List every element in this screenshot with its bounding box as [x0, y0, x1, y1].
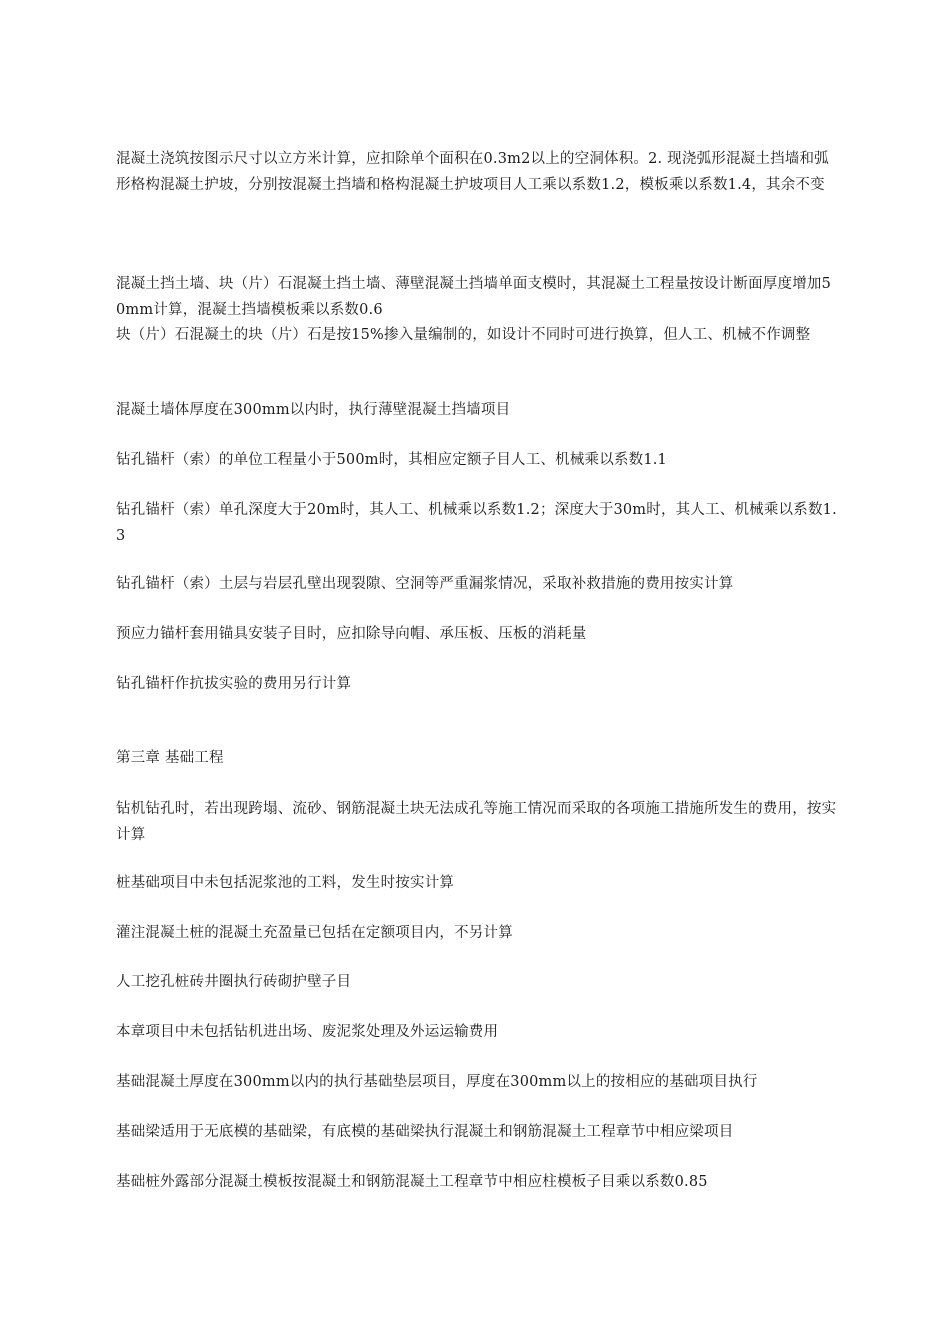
paragraph: 混凝土挡土墙、块（片）石混凝土挡土墙、薄壁混凝土挡墙单面支模时，其混凝土工程量按设计断面厚度增加50mm计算，混凝土挡墙模板乘以系数0.6: [116, 276, 832, 318]
paragraph: 桩基础项目中未包括泥浆池的工料，发生时按实计算: [116, 875, 455, 891]
paragraph: 基础桩外露部分混凝土模板按混凝土和钢筋混凝土工程章节中相应柱模板子目乘以系数0.85: [116, 1174, 708, 1190]
paragraph: 人工挖孔桩砖井圈执行砖砌护壁子目: [116, 974, 352, 990]
paragraph: 混凝土墙体厚度在300mm以内时，执行薄壁混凝土挡墙项目: [116, 402, 511, 418]
paragraph: 灌注混凝土桩的混凝土充盈量已包括在定额项目内，不另计算: [116, 925, 513, 941]
paragraph: 钻孔锚杆（索）土层与岩层孔壁出现裂隙、空洞等严重漏浆情况，采取补救措施的费用按实计算: [116, 576, 734, 592]
paragraph: 块（片）石混凝土的块（片）石是按15%掺入量编制的，如设计不同时可进行换算，但人工、机械不作调整: [116, 327, 811, 343]
paragraph: 本章项目中未包括钻机进出场、废泥浆处理及外运运输费用: [116, 1024, 499, 1040]
paragraph: 基础混凝土厚度在300mm以内的执行基础垫层项目，厚度在300mm以上的按相应的基础项目执行: [116, 1074, 758, 1090]
paragraph: 钻孔锚杆（索）单孔深度大于20m时，其人工、机械乘以系数1.2；深度大于30m时，其人工、机械乘以系数1.3: [116, 502, 837, 544]
paragraph: 钻孔锚杆作抗拔实验的费用另行计算: [116, 676, 352, 692]
paragraph: 预应力锚杆套用锚具安装子目时，应扣除导向帽、承压板、压板的消耗量: [116, 626, 587, 642]
paragraph: 钻机钻孔时，若出现跨塌、流砂、钢筋混凝土块无法成孔等施工情况而采取的各项施工措施所发生的费用，按实计算: [116, 801, 837, 843]
paragraph: 混凝土浇筑按图示尺寸以立方米计算，应扣除单个面积在0.3m2以上的空洞体积。2. 现浇弧形混凝土挡墙和弧形格构混凝土护坡，分别按混凝土挡墙和格构混凝土护坡项目人工乘以系数1.2，模板乘以系数1.4，其余不变: [116, 151, 829, 193]
paragraph: 基础梁适用于无底模的基础梁，有底模的基础梁执行混凝土和钢筋混凝土工程章节中相应梁项目: [116, 1124, 734, 1140]
chapter-heading: 第三章 基础工程: [116, 750, 224, 766]
paragraph: 钻孔锚杆（索）的单位工程量小于500m时，其相应定额子目人工、机械乘以系数1.1: [116, 452, 667, 468]
